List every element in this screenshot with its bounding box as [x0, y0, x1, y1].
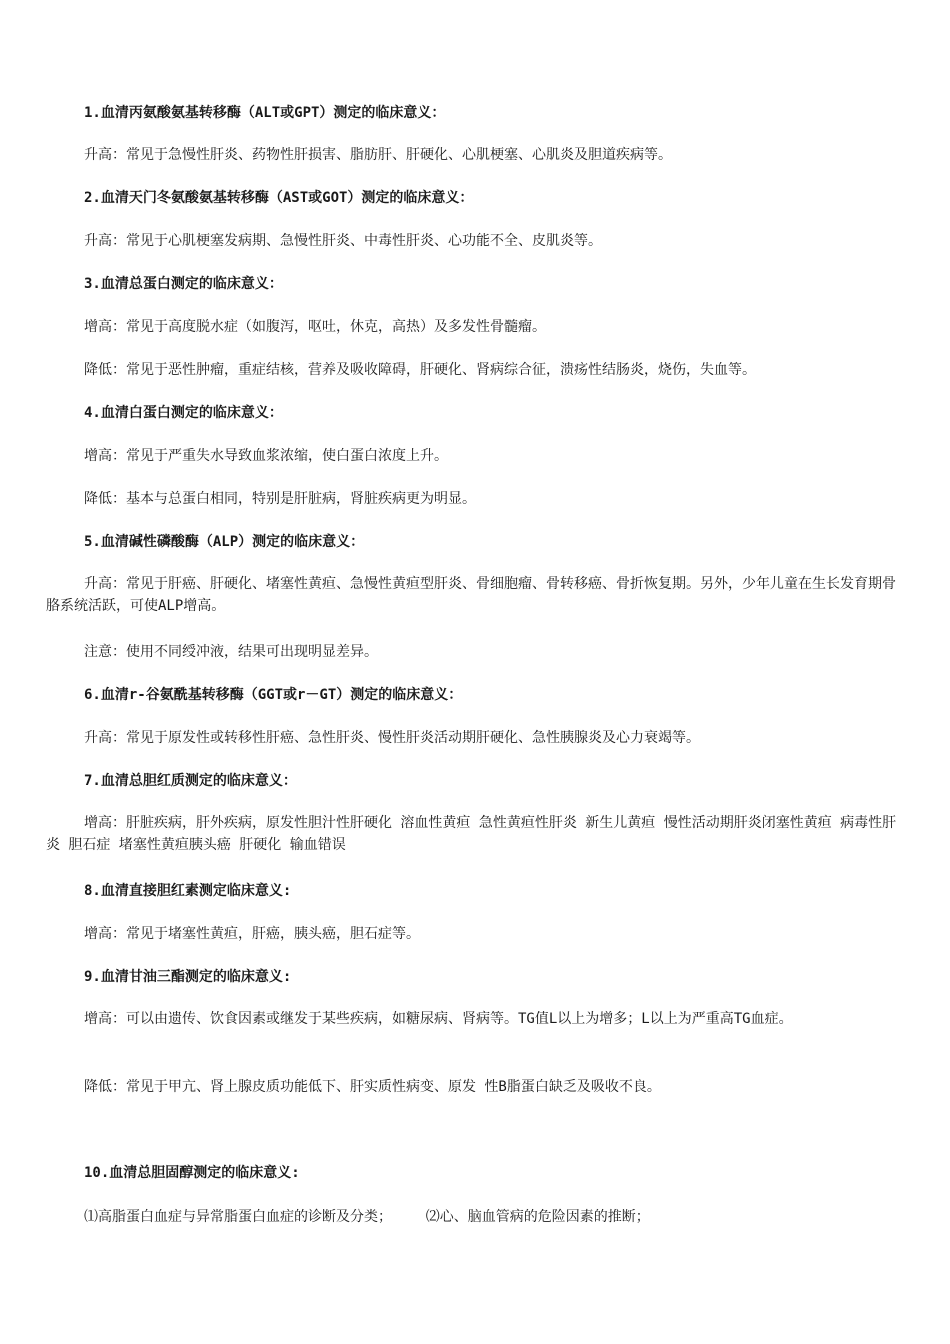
- section-2-line-1: 升高：常见于心肌梗塞发病期、急慢性肝炎、中毒性肝炎、心功能不全、皮肌炎等。: [84, 233, 602, 249]
- section-1-heading: 1.血清丙氨酸氨基转移酶（ALT或GPT）测定的临床意义：: [84, 105, 446, 121]
- section-10-line-1: ⑴高脂蛋白血症与异常脂蛋白血症的诊断及分类； ⑵心、脑血管病的危险因素的推断；: [84, 1209, 650, 1225]
- section-3-heading: 3.血清总蛋白测定的临床意义：: [84, 276, 283, 292]
- section-9-line-1: 降低：常见于甲亢、肾上腺皮质功能低下、肝实质性病变、原发 性B脂蛋白缺乏及吸收不良。: [84, 1079, 661, 1095]
- section-7-heading: 7.血清总胆红质测定的临床意义：: [84, 773, 297, 789]
- section-1-line-1: 升高：常见于急慢性肝炎、药物性肝损害、脂肪肝、肝硬化、心肌梗塞、心肌炎及胆道疾病等。: [84, 147, 672, 163]
- section-9-paragraph: 增高：可以由遗传、饮食因素或继发于某些疾病，如糖尿病、肾病等。TG值L以上为增多；L以上为严重高TG血症。: [84, 1011, 793, 1027]
- section-6-line-1: 升高：常见于原发性或转移性肝癌、急性肝炎、慢性肝炎活动期肝硬化、急性胰腺炎及心力衰竭等。: [84, 730, 700, 746]
- section-4-line-2: 降低：基本与总蛋白相同，特别是肝脏病，肾脏疾病更为明显。: [84, 491, 476, 507]
- section-5-paragraph: 升高：常见于肝癌、肝硬化、堵塞性黄疸、急慢性黄疸型肝炎、骨细胞瘤、骨转移癌、骨折恢复期。另外，少年儿童在生长发育期骨胳系统活跃，可使ALP增高。: [46, 576, 896, 614]
- section-4-heading: 4.血清白蛋白测定的临床意义：: [84, 405, 283, 421]
- section-10-heading: 10.血清总胆固醇测定的临床意义:: [84, 1165, 300, 1181]
- section-4-line-1: 增高：常见于严重失水导致血浆浓缩，使白蛋白浓度上升。: [84, 448, 448, 464]
- section-3-line-2: 降低：常见于恶性肿瘤，重症结核，营养及吸收障碍，肝硬化、肾病综合征，溃疡性结肠炎，烧伤，失血等。: [84, 362, 756, 378]
- section-5-heading: 5.血清碱性磷酸酶（ALP）测定的临床意义：: [84, 534, 365, 550]
- section-3-line-1: 增高：常见于高度脱水症（如腹泻，呕吐，休克，高热）及多发性骨髓瘤。: [84, 319, 546, 335]
- section-8-line-1: 增高：常见于堵塞性黄疸，肝癌，胰头癌，胆石症等。: [84, 926, 420, 942]
- section-6-heading: 6.血清r-谷氨酰基转移酶（GGT或r－GT）测定的临床意义：: [84, 687, 463, 703]
- section-7-paragraph: 增高：肝脏疾病，肝外疾病，原发性胆汁性肝硬化 溶血性黄疸 急性黄疸性肝炎 新生儿黄疸 慢性活动期肝炎闭塞性黄疸 病毒性肝炎 胆石症 堵塞性黄疸胰头癌 肝硬化 输血错误: [46, 815, 897, 853]
- section-9-heading: 9.血清甘油三酯测定的临床意义:: [84, 969, 292, 985]
- section-2-heading: 2.血清天门冬氨酸氨基转移酶（AST或GOT）测定的临床意义：: [84, 190, 474, 206]
- section-8-heading: 8.血清直接胆红素测定临床意义:: [84, 883, 292, 899]
- section-5-note: 注意：使用不同绶冲液，结果可出现明显差异。: [84, 644, 378, 660]
